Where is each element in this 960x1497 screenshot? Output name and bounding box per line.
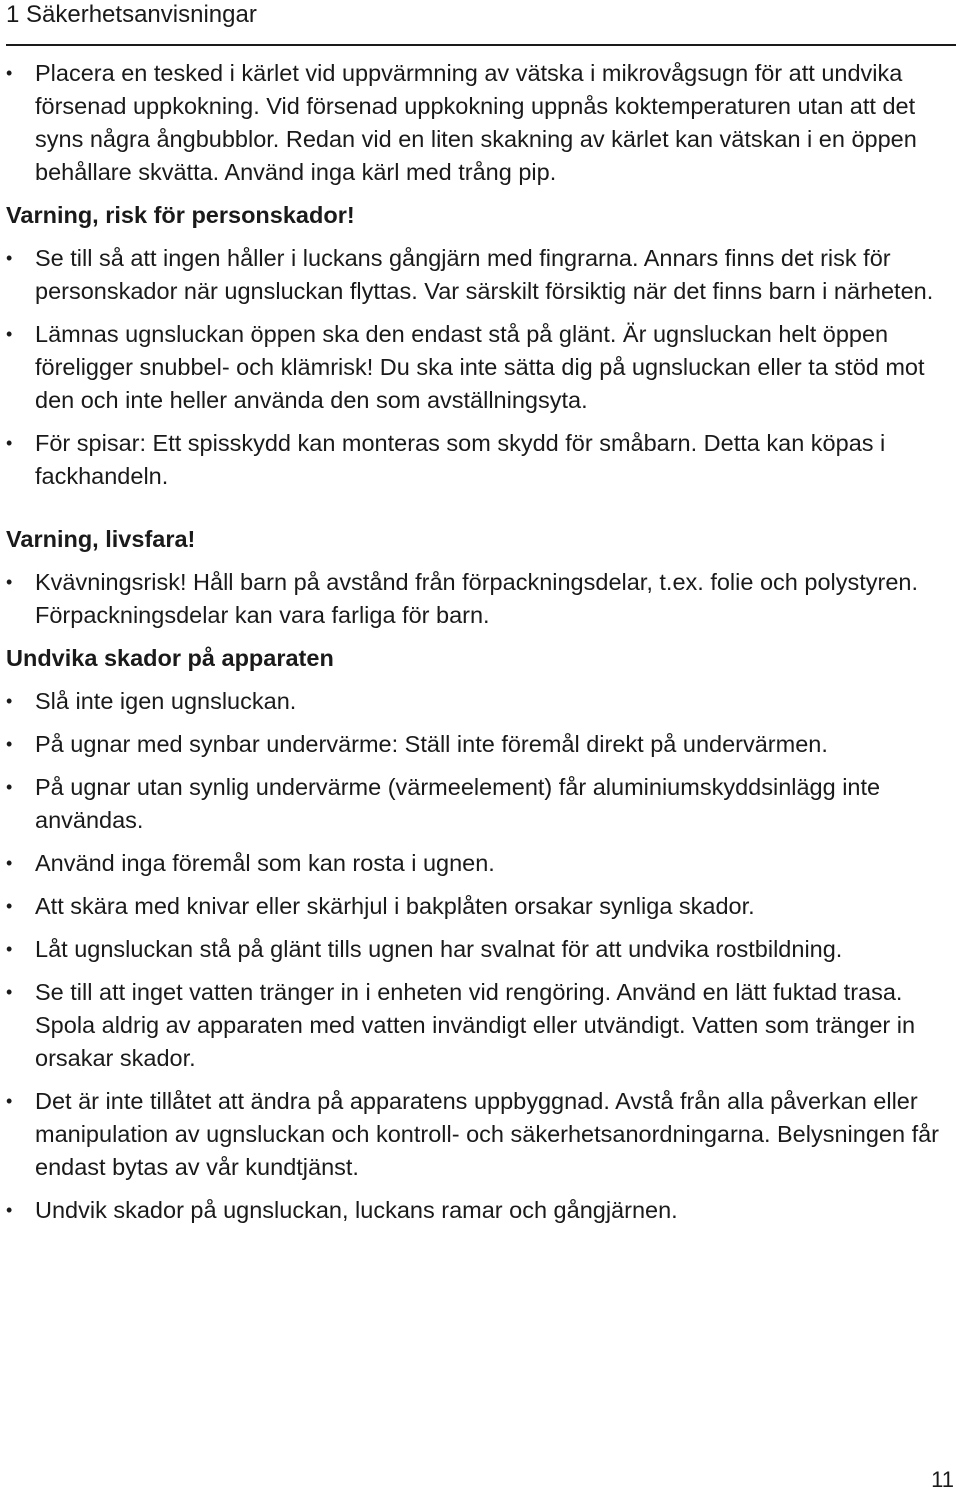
injury-list xyxy=(6,242,956,493)
injury-warning-heading: Varning, risk för personskador! xyxy=(6,202,355,228)
list-item xyxy=(6,566,956,632)
bullet-icon: • xyxy=(6,896,13,916)
document-body xyxy=(6,57,956,1237)
intro-list xyxy=(6,57,956,189)
list-item-text: Det är inte tillåtet att ändra på apparatens uppbyggnad. Avstå från alla påverkan eller manipulation av ugnsluckan och kontroll- och säkerhetsanordningarna. Belysningen får endast bytas av vår kundtjänst. xyxy=(35,1088,939,1180)
list-item-text: Låt ugnsluckan stå på glänt tills ugnen har svalnat för att undvika rostbildning. xyxy=(35,936,843,962)
bullet-icon: • xyxy=(6,1091,13,1111)
list-item-text: För spisar: Ett spisskydd kan monteras som skydd för småbarn. Detta kan köpas i fackhandeln. xyxy=(35,430,886,489)
bullet-icon: • xyxy=(6,572,13,592)
bullet-icon: • xyxy=(6,324,13,344)
list-item-text: Placera en tesked i kärlet vid uppvärmning av vätska i mikrovågsugn för att undvika försenad uppkokning. Vid försenad uppkokning uppnås koktemperaturen utan att det syns några ångbubblor. Redan vid en liten skakning av kärlet kan vätskan i en öppen behållare skvätta. Använd inga kärl med trång pip. xyxy=(35,60,917,185)
list-item-text: Se till så att ingen håller i luckans gångjärn med fingrarna. Annars finns det risk för personskador när ugnsluckan flyttas. Var särskilt försiktig när det finns barn i närheten. xyxy=(35,245,934,304)
list-item-text: På ugnar med synbar undervärme: Ställ inte föremål direkt på undervärmen. xyxy=(35,731,828,757)
damage-heading: Undvika skador på apparaten xyxy=(6,645,334,671)
list-item-text: På ugnar utan synlig undervärme (värmeelement) får aluminiumskyddsinlägg inte användas. xyxy=(35,774,881,833)
life-warning-heading: Varning, livsfara! xyxy=(6,526,196,552)
list-item xyxy=(6,933,956,966)
list-item-text: Slå inte igen ugnsluckan. xyxy=(35,688,297,714)
damage-list xyxy=(6,685,956,1227)
bullet-icon: • xyxy=(6,853,13,873)
page-number: 11 xyxy=(931,1467,954,1492)
page-header xyxy=(6,0,956,46)
section-title: 1 Säkerhetsanvisningar xyxy=(6,1,257,28)
list-item xyxy=(6,427,956,493)
bullet-icon: • xyxy=(6,1200,13,1220)
list-item xyxy=(6,728,956,761)
bullet-icon: • xyxy=(6,982,13,1002)
bullet-icon: • xyxy=(6,734,13,754)
bullet-icon: • xyxy=(6,248,13,268)
bullet-icon: • xyxy=(6,777,13,797)
list-item-text: Se till att inget vatten tränger in i enheten vid rengöring. Använd en lätt fuktad trasa. Spola aldrig av apparaten med vatten invändigt eller utvändigt. Vatten som tränger in orsakar skador. xyxy=(35,979,916,1071)
list-item xyxy=(6,318,956,417)
list-item xyxy=(6,685,956,718)
list-item xyxy=(6,242,956,308)
list-item-text: Använd inga föremål som kan rosta i ugnen. xyxy=(35,850,495,876)
list-item-text: Kvävningsrisk! Håll barn på avstånd från förpackningsdelar, t.ex. folie och polystyren. Förpackningsdelar kan vara farliga för barn. xyxy=(35,569,919,628)
list-item xyxy=(6,890,956,923)
bullet-icon: • xyxy=(6,691,13,711)
bullet-icon: • xyxy=(6,63,13,83)
list-item xyxy=(6,57,956,189)
list-item xyxy=(6,771,956,837)
list-item xyxy=(6,976,956,1075)
list-item xyxy=(6,847,956,880)
bullet-icon: • xyxy=(6,939,13,959)
list-item xyxy=(6,1194,956,1227)
list-item-text: Undvik skador på ugnsluckan, luckans ramar och gångjärnen. xyxy=(35,1197,678,1223)
list-item-text: Att skära med knivar eller skärhjul i bakplåten orsakar synliga skador. xyxy=(35,893,755,919)
bullet-icon: • xyxy=(6,433,13,453)
list-item xyxy=(6,1085,956,1184)
life-list xyxy=(6,566,956,632)
list-item-text: Lämnas ugnsluckan öppen ska den endast stå på glänt. Är ugnsluckan helt öppen föreligger snubbel- och klämrisk! Du ska inte sätta dig på ugnsluckan eller ta stöd mot den och inte heller använda den som avställningsyta. xyxy=(35,321,925,413)
